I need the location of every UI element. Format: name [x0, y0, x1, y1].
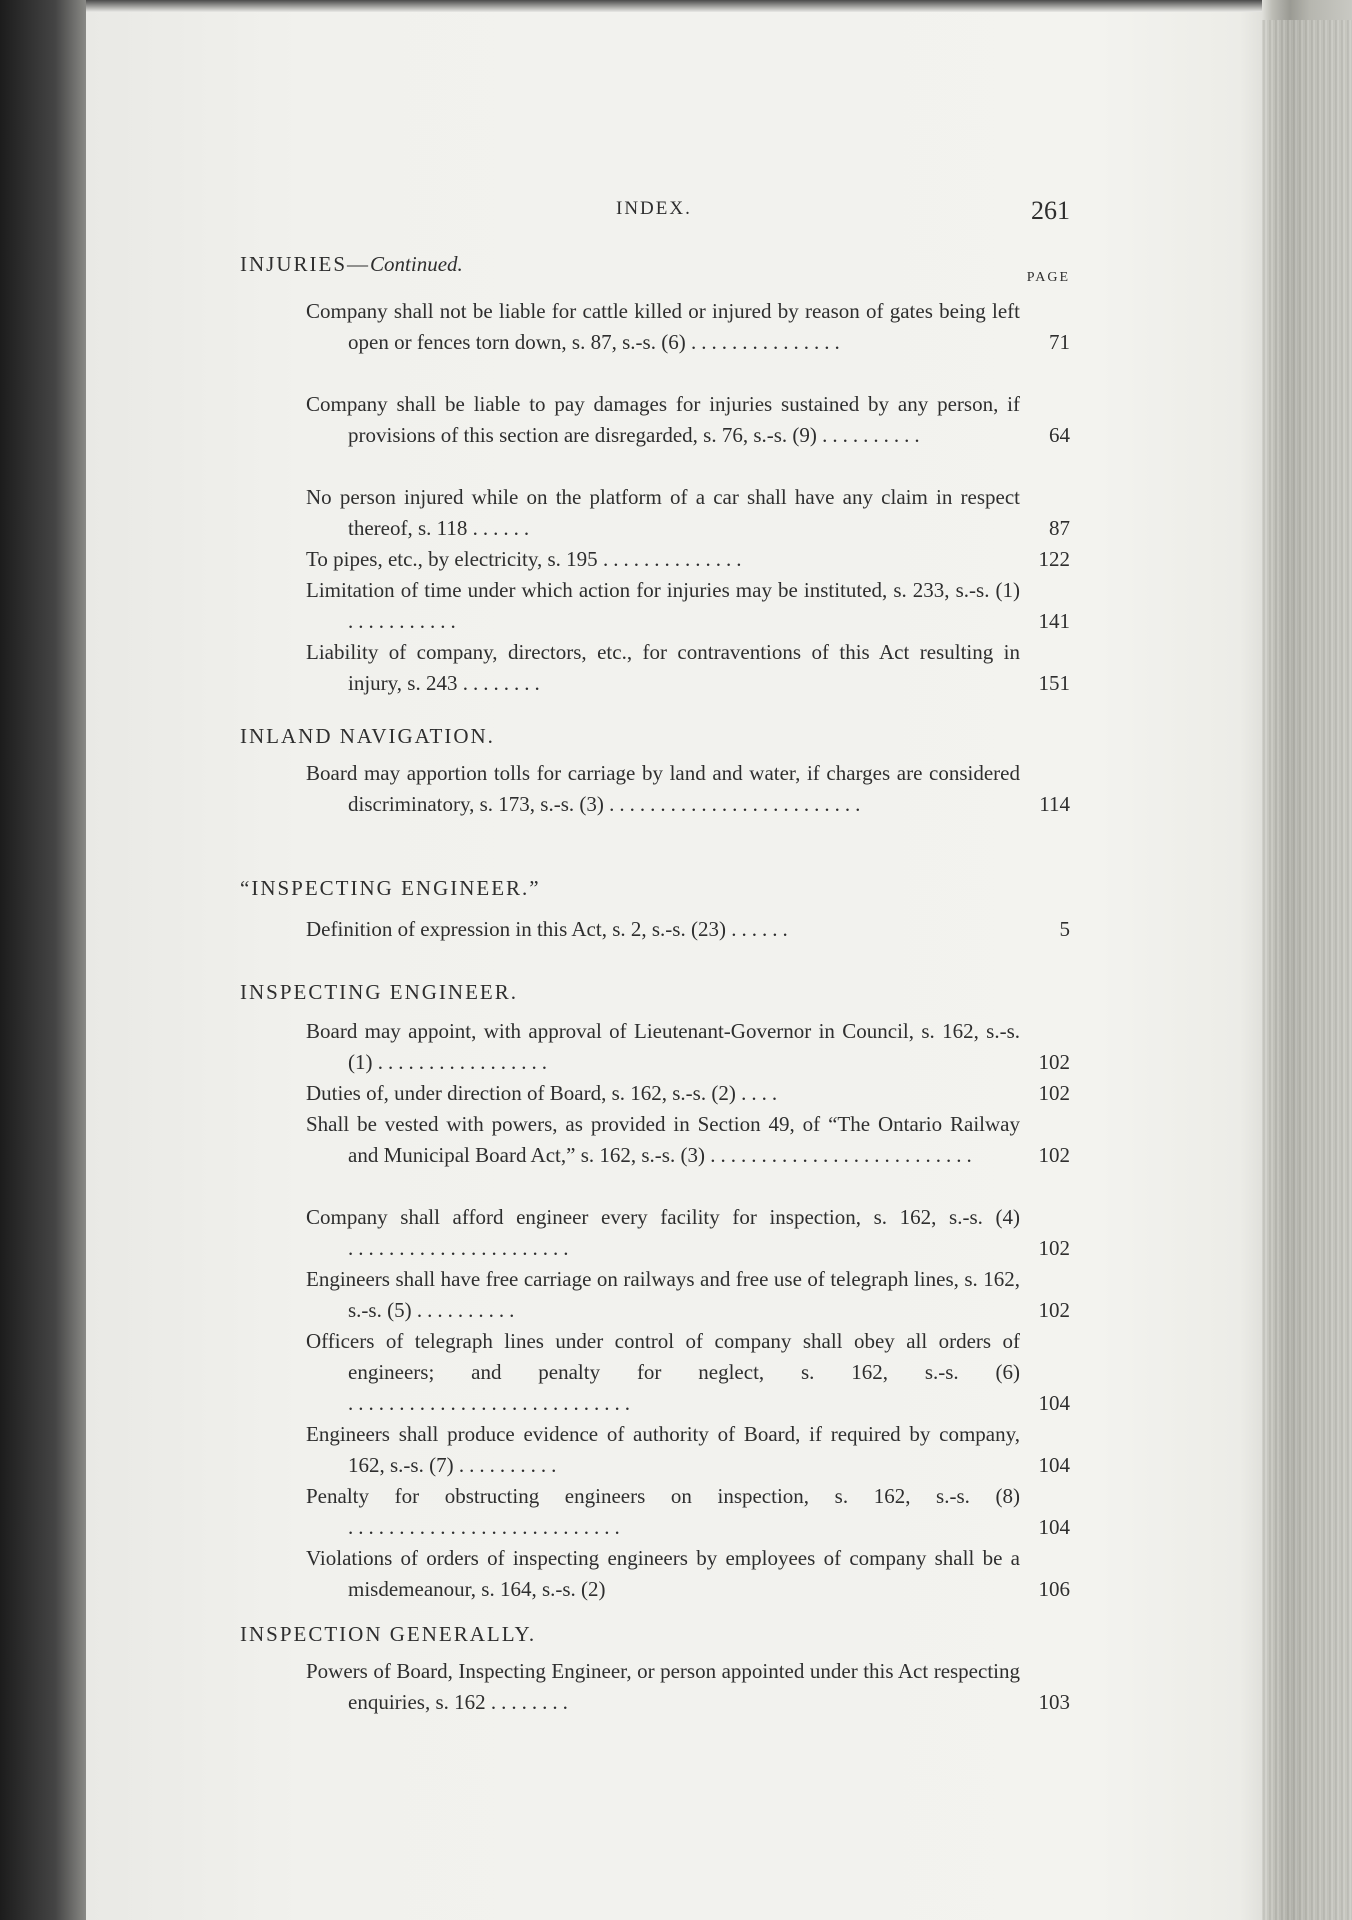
section-heading-inspecting-engineer: INSPECTING ENGINEER. — [240, 980, 518, 1004]
index-entry — [306, 1419, 1070, 1481]
leader-dots: ...................... — [348, 1236, 574, 1260]
entry-page-number: 87 — [1049, 516, 1070, 540]
entry-page-number: 114 — [1039, 792, 1070, 816]
entry-text: To pipes, etc., by electricity, s. 195 — [306, 547, 598, 571]
entry-page-number: 106 — [1038, 1577, 1070, 1601]
index-entry — [306, 1264, 1070, 1326]
entry-page-number: 102 — [1038, 1050, 1070, 1074]
leader-dots: ...... — [731, 917, 793, 941]
section-heading-injuries — [240, 252, 463, 277]
index-entry — [306, 1326, 1070, 1419]
index-entry — [306, 575, 1070, 637]
entry-text: Violations of orders of inspecting engineers by employees of company shall be a misdemeanour, s. 164, s.-s. (2) — [306, 1546, 1020, 1601]
entry-text: Engineers shall produce evidence of authority of Board, if required by company, 162, s.-s. (7) — [306, 1422, 1020, 1477]
index-entry — [306, 482, 1070, 544]
leader-dots: ............................ — [348, 1391, 635, 1415]
index-entry — [306, 914, 1070, 945]
entry-page-number: 102 — [1038, 1236, 1070, 1260]
entry-page-number: 104 — [1038, 1515, 1070, 1539]
section-heading-inland-navigation: INLAND NAVIGATION. — [240, 724, 495, 748]
section-heading-inspecting-engineer-definition: “INSPECTING ENGINEER.” — [240, 876, 541, 900]
entry-page-number: 5 — [1059, 917, 1070, 941]
entry-page-number: 71 — [1049, 330, 1070, 354]
index-entry — [306, 1202, 1070, 1264]
running-head-title: INDEX. — [616, 198, 692, 219]
leader-dots: .............. — [602, 547, 747, 571]
entry-page-number: 104 — [1038, 1391, 1070, 1415]
entry-page-number: 122 — [1038, 547, 1070, 571]
page-stack-edges — [1262, 20, 1352, 1920]
entry-text: Duties of, under direction of Board, s. 162, s.-s. (2) — [306, 1081, 736, 1105]
leader-dots: ...... — [472, 516, 535, 540]
entry-text: Company shall be liable to pay damages for injuries sustained by any person, if provisions of this section are disregarded, s. 76, s.-s. (9) — [306, 392, 1020, 447]
leader-dots: ........ — [462, 671, 545, 695]
entry-page-number: 64 — [1049, 423, 1070, 447]
entry-text: Engineers shall have free carriage on railways and free use of telegraph lines, s. 162, s.-s. (5) — [306, 1267, 1020, 1322]
entry-page-number: 104 — [1038, 1453, 1070, 1477]
leader-dots: ......................... — [609, 792, 866, 816]
leader-dots: .......... — [458, 1453, 562, 1477]
leader-dots: .......... — [822, 423, 925, 447]
leader-dots: ............... — [690, 330, 845, 354]
index-entry — [306, 758, 1070, 820]
entry-text: Company shall afford engineer every facility for inspection, s. 162, s.-s. (4) — [306, 1205, 1020, 1229]
index-entry — [306, 1481, 1070, 1543]
index-entry — [306, 1109, 1070, 1171]
leader-dots: .......... — [416, 1298, 520, 1322]
leader-dots: .......................... — [710, 1143, 977, 1167]
leader-dots: ........ — [490, 1690, 573, 1714]
index-entry — [306, 1656, 1070, 1718]
section-heading-inspection-generally: INSPECTION GENERALLY. — [240, 1622, 537, 1646]
section-heading-italic: Continued. — [370, 252, 463, 276]
index-entry — [306, 637, 1070, 699]
entry-page-number: 141 — [1038, 609, 1070, 633]
page-top-shadow — [86, 0, 1262, 12]
entry-text: Penalty for obstructing engineers on inspection, s. 162, s.-s. (8) — [306, 1484, 1020, 1508]
entry-page-number: 102 — [1038, 1143, 1070, 1167]
page-column-heading: PAGE — [1026, 270, 1070, 285]
scan-left-frame — [0, 0, 86, 1920]
running-head-page-number: 261 — [1031, 196, 1070, 225]
entry-page-number: 102 — [1038, 1081, 1070, 1105]
index-entry — [306, 296, 1070, 358]
leader-dots: ........... — [348, 609, 461, 633]
index-entry — [306, 389, 1070, 451]
leader-dots: ................. — [377, 1050, 552, 1074]
entry-page-number: 102 — [1038, 1298, 1070, 1322]
leader-dots: .... — [741, 1081, 783, 1105]
index-entry — [306, 544, 1070, 575]
index-entry — [306, 1016, 1070, 1078]
leader-dots: ........................... — [348, 1515, 625, 1539]
index-entry — [306, 1543, 1070, 1605]
section-heading-text: INJURIES— — [240, 252, 371, 276]
entry-text: Company shall not be liable for cattle killed or injured by reason of gates being left open or fences torn down, s. 87, s.-s. (6) — [306, 299, 1020, 354]
entry-text: Powers of Board, Inspecting Engineer, or person appointed under this Act respecting enquiries, s. 162 — [306, 1659, 1020, 1714]
entry-text: Limitation of time under which action for injuries may be instituted, s. 233, s.-s. (1) — [306, 578, 1020, 602]
entry-text: Definition of expression in this Act, s. 2, s.-s. (23) — [306, 917, 726, 941]
entry-page-number: 151 — [1038, 671, 1070, 695]
entry-text: Shall be vested with powers, as provided in Section 49, of “The Ontario Railway and Municipal Board Act,” s. 162, s.-s. (3) — [306, 1112, 1020, 1167]
entry-text: No person injured while on the platform of a car shall have any claim in respect thereof, s. 118 — [306, 485, 1020, 540]
entry-page-number: 103 — [1038, 1690, 1070, 1714]
index-entry — [306, 1078, 1070, 1109]
entry-text: Liability of company, directors, etc., for contraventions of this Act resulting in injury, s. 243 — [306, 640, 1020, 695]
entry-text: Board may apportion tolls for carriage by land and water, if charges are considered discriminatory, s. 173, s.-s. (3) — [306, 761, 1020, 816]
entry-text: Board may appoint, with approval of Lieutenant-Governor in Council, s. 162, s.-s. (1) — [306, 1019, 1020, 1074]
entry-text: Officers of telegraph lines under control of company shall obey all orders of engineers; and penalty for neglect, s. 162, s.-s. (6) — [306, 1329, 1020, 1384]
